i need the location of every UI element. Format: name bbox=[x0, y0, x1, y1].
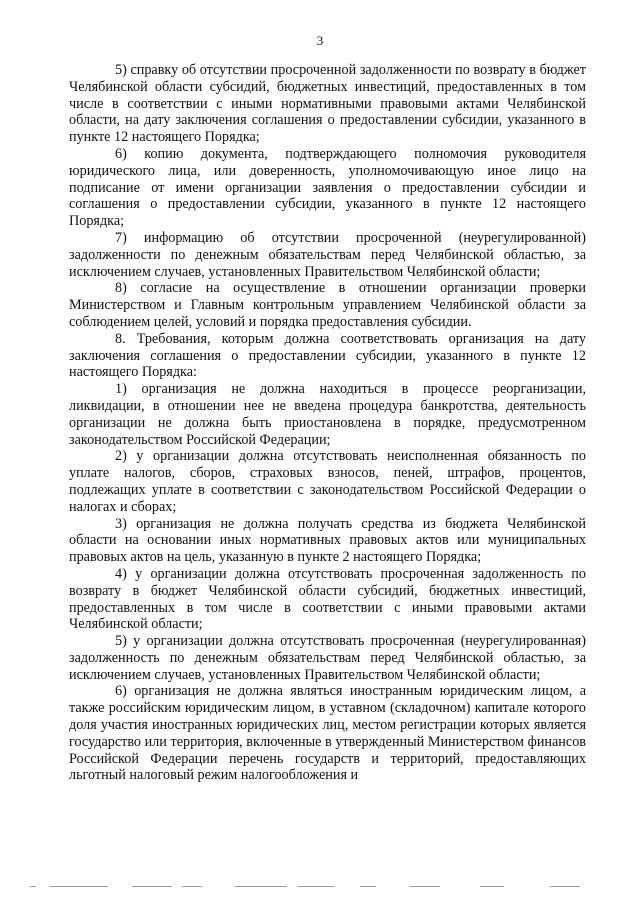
page-number: 3 bbox=[316, 33, 324, 48]
paragraph-item-6-document-copy: 6) копию документа, подтверждающего полномочия руководителя юридического лица, или доверенность, уполномочивающую иное лицо на подписание от имени организации заявления о предоставлении субсидии и соглашения о предоставлении субсидии, указанного в пункте 12 настоящего Порядка; bbox=[69, 145, 586, 230]
paragraph-requirement-4: 4) у организации должна отсутствовать просроченная задолженность по возврату в бюджет Челябинской области субсидий, бюджетных инвестиций, предоставленных в том числе в соответствии с иными правовыми актами Челябинской области; bbox=[69, 565, 586, 633]
scan-artifact-marks bbox=[30, 884, 590, 890]
paragraph-item-8-consent: 8) согласие на осуществление в отношении организации проверки Министерством и Главным контрольным управлением Челябинской области за соблюдением целей, условий и порядка предоставления субсидии. bbox=[69, 280, 586, 330]
document-body bbox=[69, 62, 586, 784]
paragraph-requirement-3: 3) организация не должна получать средства из бюджета Челябинской области на основании иных нормативных правовых актов или муниципальных правовых актов на цель, указанную в пункте 2 настоящего Порядка; bbox=[69, 515, 586, 566]
paragraph-requirement-2: 2) у организации должна отсутствовать неисполненная обязанность по уплате налогов, сборов, страховых взносов, пеней, штрафов, процентов, подлежащих уплате в соответствии с законодательством Российской Федерации о налогах и сборах; bbox=[69, 448, 586, 515]
paragraph-section-8-requirements: 8. Требования, которым должна соответствовать организация на дату заключения соглашения о предоставлении субсидии, указанного в пункте 12 настоящего Порядка: bbox=[69, 330, 586, 381]
paragraph-item-7-debt-info: 7) информацию об отсутствии просроченной (неурегулированной) задолженности по денежным обязательствам перед Челябинской областью, за исключением случаев, установленных Правительством Челябинской области; bbox=[69, 229, 586, 280]
paragraph-requirement-6: 6) организация не должна являться иностранным юридическим лицом, а также российским юридическим лицом, в уставном (складочном) капитале которого доля участия иностранных юридических лиц, местом регистрации которых является государство или территория, включенные в утвержденный Министерством финансов Российской Федерации перечень государств и территорий, предоставляющих льготный налоговый режим налогообложения и bbox=[69, 683, 586, 784]
paragraph-requirement-1: 1) организация не должна находиться в процессе реорганизации, ликвидации, в отношении нее не введена процедура банкротства, деятельность организации не должна быть приостановлена в порядке, предусмотренном законодательством Российской Федерации; bbox=[69, 381, 586, 448]
paragraph-requirement-5: 5) у организации должна отсутствовать просроченная (неурегулированная) задолженность по денежным обязательствам перед Челябинской областью, за исключением случаев, установленных Правительством Челябинской области; bbox=[69, 633, 586, 683]
paragraph-item-5-certificate: 5) справку об отсутствии просроченной задолженности по возврату в бюджет Челябинской области субсидий, бюджетных инвестиций, предоставленных в том числе в соответствии с иными нормативными правовыми актами Челябинской области, на дату заключения соглашения о предоставлении субсидии, указанного в пункте 12 настоящего Порядка; bbox=[69, 62, 586, 146]
